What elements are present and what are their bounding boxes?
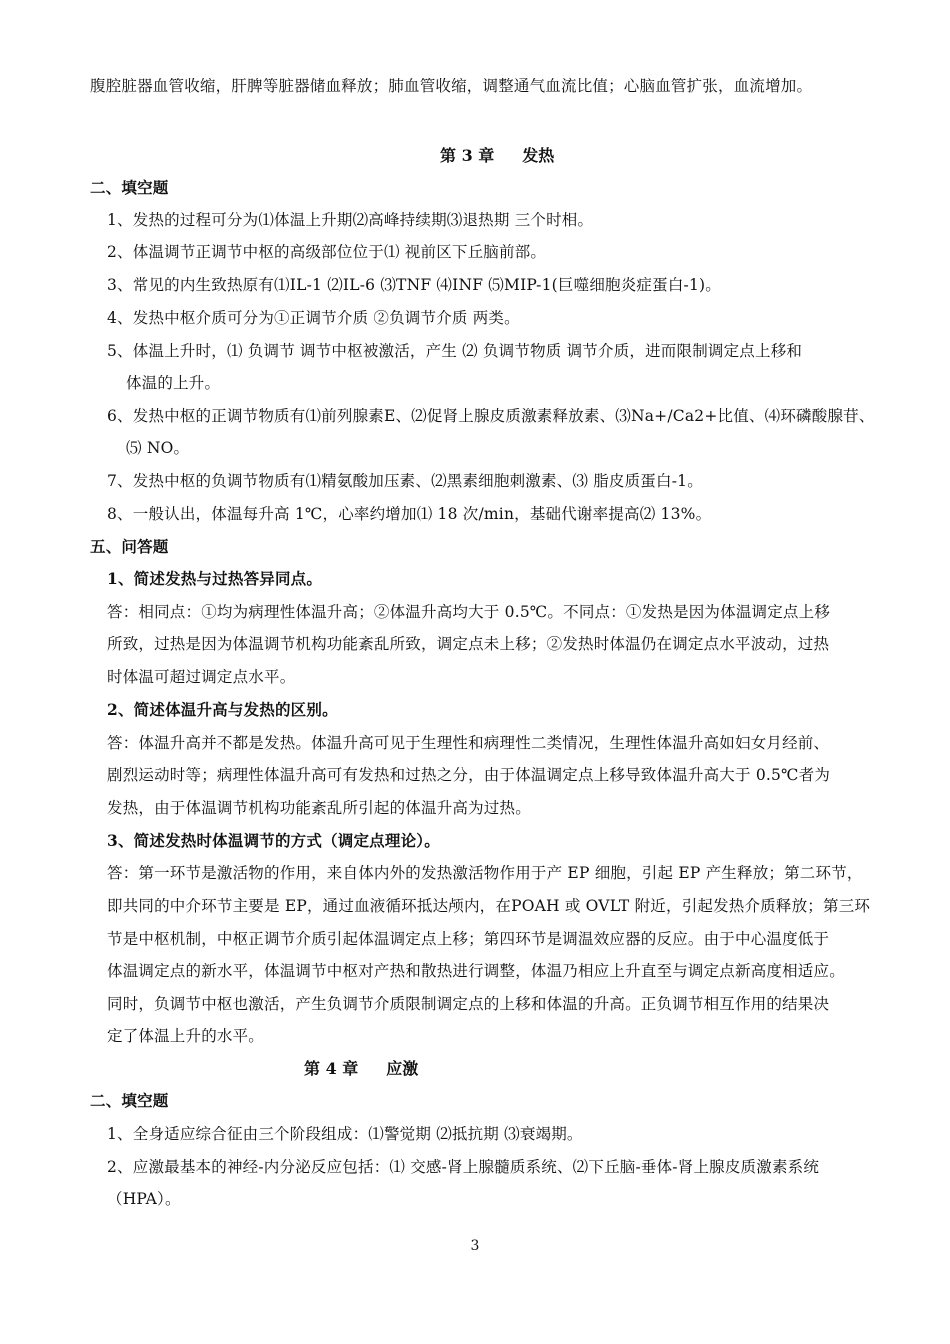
fill-item: 7、发热中枢的负调节物质有⑴精氨酸加压素、⑵黑素细胞刺激素、⑶ 脂皮质蛋白-1。 xyxy=(107,472,703,490)
section-fill-heading: 二、填空题 xyxy=(90,178,169,197)
chapter-4-number: 第 4 章 xyxy=(304,1059,359,1078)
chapter-4-heading xyxy=(304,1057,418,1081)
answer-1-line: 时体温可超过调定点水平。 xyxy=(107,668,296,686)
fill-item: 2、应激最基本的神经-内分泌反应包括：⑴ 交感-肾上腺髓质系统、⑵下丘脑-垂体-肾上腺皮质激素系统 xyxy=(107,1158,820,1176)
question-1: 1、简述发热与过热答异同点。 xyxy=(107,569,323,588)
answer-3-line: 即共同的中介环节主要是 EP，通过血液循环抵达颅内，在POAH 或 OVLT 附近，引起发热介质释放；第三环 xyxy=(107,897,871,915)
question-3: 3、简述发热时体温调节的方式（调定点理论）。 xyxy=(107,831,440,850)
chapter-3-number: 第 3 章 xyxy=(440,146,495,165)
answer-3-line: 节是中枢机制，中枢正调节介质引起体温调定点上移；第四环节是调温效应器的反应。由于中心温度低于 xyxy=(107,930,830,948)
answer-2-line: 发热，由于体温调节机构功能紊乱所引起的体温升高为过热。 xyxy=(107,799,531,817)
fill-item: 1、全身适应综合征由三个阶段组成：⑴警觉期 ⑵抵抗期 ⑶衰竭期。 xyxy=(107,1125,583,1143)
fill-item: 8、一般认出，体温每升高 1℃，心率约增加⑴ 18 次/min，基础代谢率提高⑵ 13%。 xyxy=(107,505,712,523)
section-fill-heading-ch4: 二、填空题 xyxy=(90,1091,169,1110)
chapter-3-heading xyxy=(440,144,554,168)
fill-item: 3、常见的内生致热原有⑴IL-1 ⑵IL-6 ⑶TNF ⑷INF ⑸MIP-1(巨噬细胞炎症蛋白-1)。 xyxy=(107,276,721,294)
question-2: 2、简述体温升高与发热的区别。 xyxy=(107,700,338,719)
fill-item: 4、发热中枢介质可分为①正调节介质 ②负调节介质 两类。 xyxy=(107,309,520,327)
answer-2-line: 答：体温升高并不都是发热。体温升高可见于生理性和病理性二类情况，生理性体温升高如妇女月经前、 xyxy=(107,734,830,752)
intro-text: 腹腔脏器血管收缩，肝脾等脏器储血释放；肺血管收缩，调整通气血流比值；心脑血管扩张，血流增加。 xyxy=(90,77,813,95)
answer-3-line: 体温调定点的新水平，体温调节中枢对产热和散热进行调整，体温乃相应上升直至与调定点新高度相适应。 xyxy=(107,962,845,980)
answer-3-line: 答：第一环节是激活物的作用，来自体内外的发热激活物作用于产 EP 细胞，引起 EP 产生释放；第二环节， xyxy=(107,864,863,882)
answer-1-line: 所致，过热是因为体温调节机构功能紊乱所致，调定点未上移；②发热时体温仍在调定点水平波动，过热 xyxy=(107,635,830,653)
fill-item: 5、体温上升时，⑴ 负调节 调节中枢被激活，产生 ⑵ 负调节物质 调节介质，进而限制调定点上移和 xyxy=(107,342,803,360)
section-qa-heading: 五、问答题 xyxy=(90,537,169,556)
fill-item-continued: 体温的上升。 xyxy=(126,374,221,392)
fill-item: 1、发热的过程可分为⑴体温上升期⑵高峰持续期⑶退热期 三个时相。 xyxy=(107,211,594,229)
fill-item: 6、发热中枢的正调节物质有⑴前列腺素E、⑵促肾上腺皮质激素释放素、⑶Na+/Ca2+比值、⑷环磷酸腺苷、 xyxy=(107,407,875,425)
answer-2-line: 剧烈运动时等；病理性体温升高可有发热和过热之分，由于体温调定点上移导致体温升高大于 0.5℃者为 xyxy=(107,766,831,784)
answer-3-line: 同时，负调节中枢也激活，产生负调节介质限制调定点的上移和体温的升高。正负调节相互作用的结果决 xyxy=(107,995,830,1013)
fill-item-continued: （HPA）。 xyxy=(107,1190,181,1208)
chapter-4-title: 应激 xyxy=(386,1059,419,1078)
chapter-3-title: 发热 xyxy=(522,146,555,165)
answer-1-line: 答：相同点：①均为病理性体温升高；②体温升高均大于 0.5℃。不同点：①发热是因为体温调定点上移 xyxy=(107,603,831,621)
fill-item-continued: ⑸ NO。 xyxy=(126,439,190,457)
answer-3-line: 定了体温上升的水平。 xyxy=(107,1027,265,1045)
page-number: 3 xyxy=(470,1238,480,1254)
fill-item: 2、体温调节正调节中枢的高级部位位于⑴ 视前区下丘脑前部。 xyxy=(107,243,547,261)
